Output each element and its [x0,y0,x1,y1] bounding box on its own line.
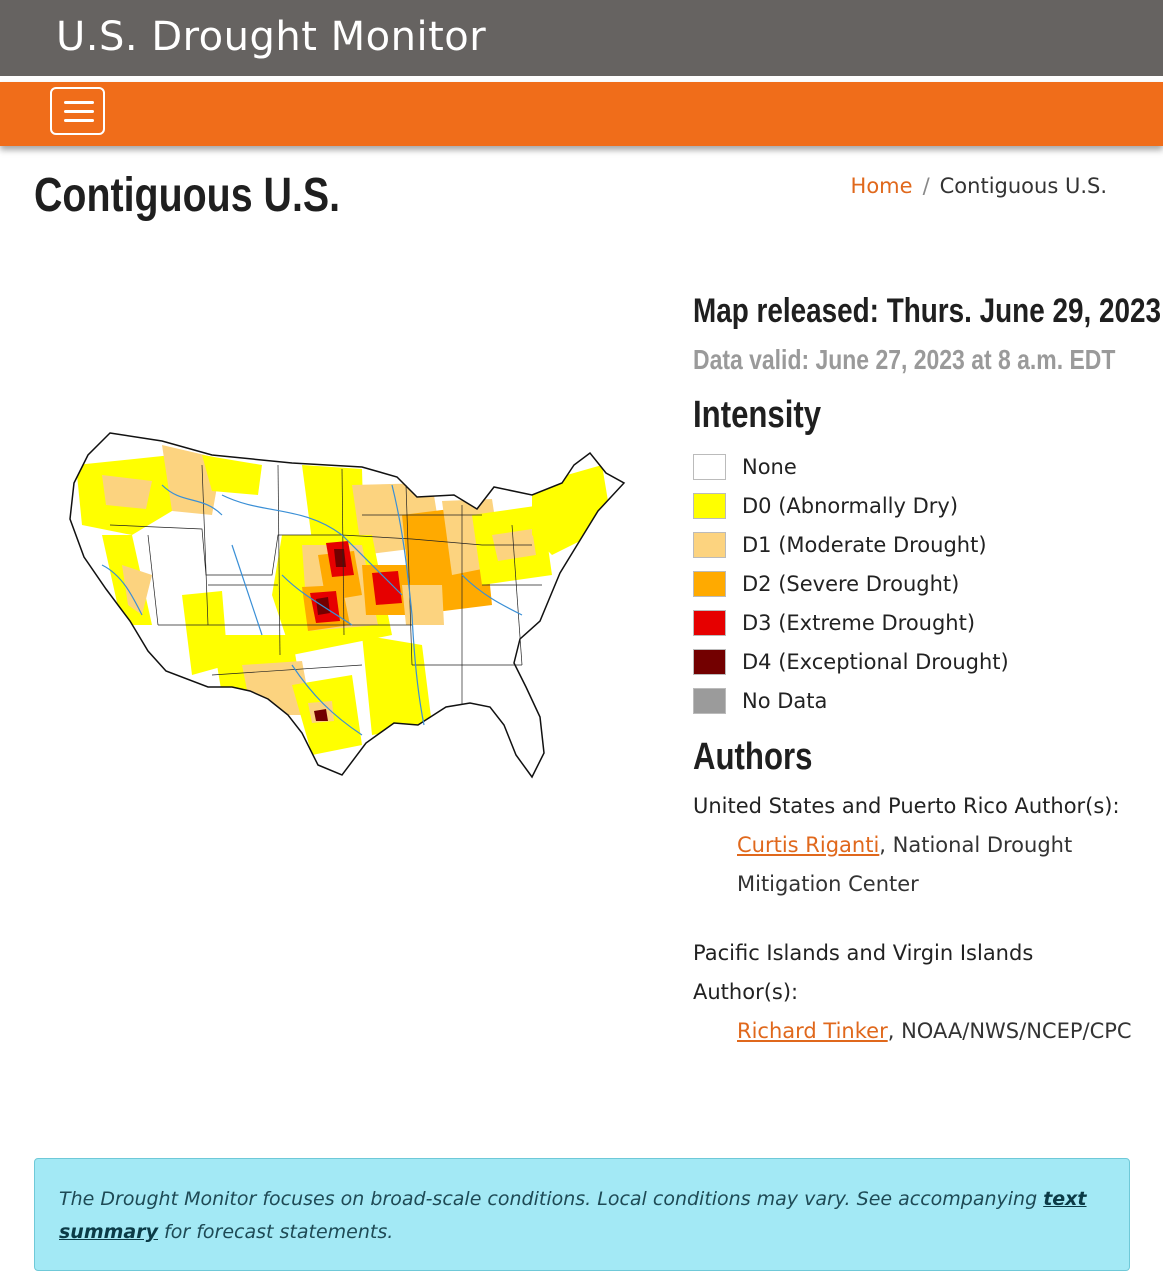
legend-swatch [693,610,726,636]
legend-description: (Severe Drought) [771,571,960,596]
breadcrumb-separator: / [922,174,930,198]
map-released-date: Map released: Thurs. June 29, 2023 [693,292,1161,330]
legend-item [693,603,1133,642]
legend-code: D0 [742,493,772,518]
legend-code: D1 [742,532,772,557]
data-valid-date: Data valid: June 27, 2023 at 8 a.m. EDT [693,344,1116,375]
legend-code: D4 [742,649,772,674]
us-author-entry [693,826,1133,904]
drought-map[interactable] [62,425,632,785]
legend-code: D2 [742,571,772,596]
legend-swatch [693,454,726,480]
legend-description: (Exceptional Drought) [771,649,1009,674]
authors-heading: Authors [693,736,813,778]
breadcrumb-home-link[interactable]: Home [850,174,913,198]
page-title: Contiguous U.S. [34,169,341,222]
note-text-after: for forecast statements. [158,1221,394,1243]
us-author-org: , National Drought Mitigation Center [737,833,1073,896]
menu-line [64,110,94,113]
legend-swatch [693,571,726,597]
nav-bar [0,82,1163,146]
site-header [0,0,1163,76]
legend-item [693,564,1133,603]
legend-code: No Data [742,688,828,713]
legend-swatch [693,493,726,519]
legend-swatch [693,688,726,714]
legend-code: None [742,454,797,479]
legend-item [693,447,1133,486]
us-authors-label: United States and Puerto Rico Author(s): [693,794,1120,818]
site-title[interactable]: U.S. Drought Monitor [56,14,487,60]
legend-item [693,486,1133,525]
legend-code: D3 [742,610,772,635]
legend-item [693,525,1133,564]
intensity-heading: Intensity [693,394,822,436]
legend-description: (Abnormally Dry) [771,493,959,518]
menu-line [64,101,94,104]
legend-item [693,642,1133,681]
us-author-link[interactable]: Curtis Riganti [737,833,880,857]
pi-author-entry [693,1012,1133,1051]
disclaimer-note [34,1158,1130,1271]
drought-map-image [62,425,632,785]
legend-item [693,681,1133,720]
pi-author-org: , NOAA/NWS/NCEP/CPC [887,1019,1132,1043]
intensity-legend [693,447,1133,720]
note-text: The Drought Monitor focuses on broad-scale conditions. Local conditions may vary. See accompanying [59,1188,1044,1210]
text-summary-link[interactable]: text summary [59,1188,1087,1243]
pi-authors-label: Pacific Islands and Virgin Islands Author(s): [693,941,1034,1004]
breadcrumb [851,174,1107,198]
breadcrumb-current: Contiguous U.S. [939,174,1107,198]
hamburger-menu-icon[interactable] [50,87,105,135]
legend-swatch [693,649,726,675]
map-info-panel [693,292,1161,1051]
legend-swatch [693,532,726,558]
pi-author-link[interactable]: Richard Tinker [737,1019,888,1043]
legend-description: (Extreme Drought) [771,610,976,635]
menu-line [64,119,94,122]
legend-description: (Moderate Drought) [771,532,987,557]
